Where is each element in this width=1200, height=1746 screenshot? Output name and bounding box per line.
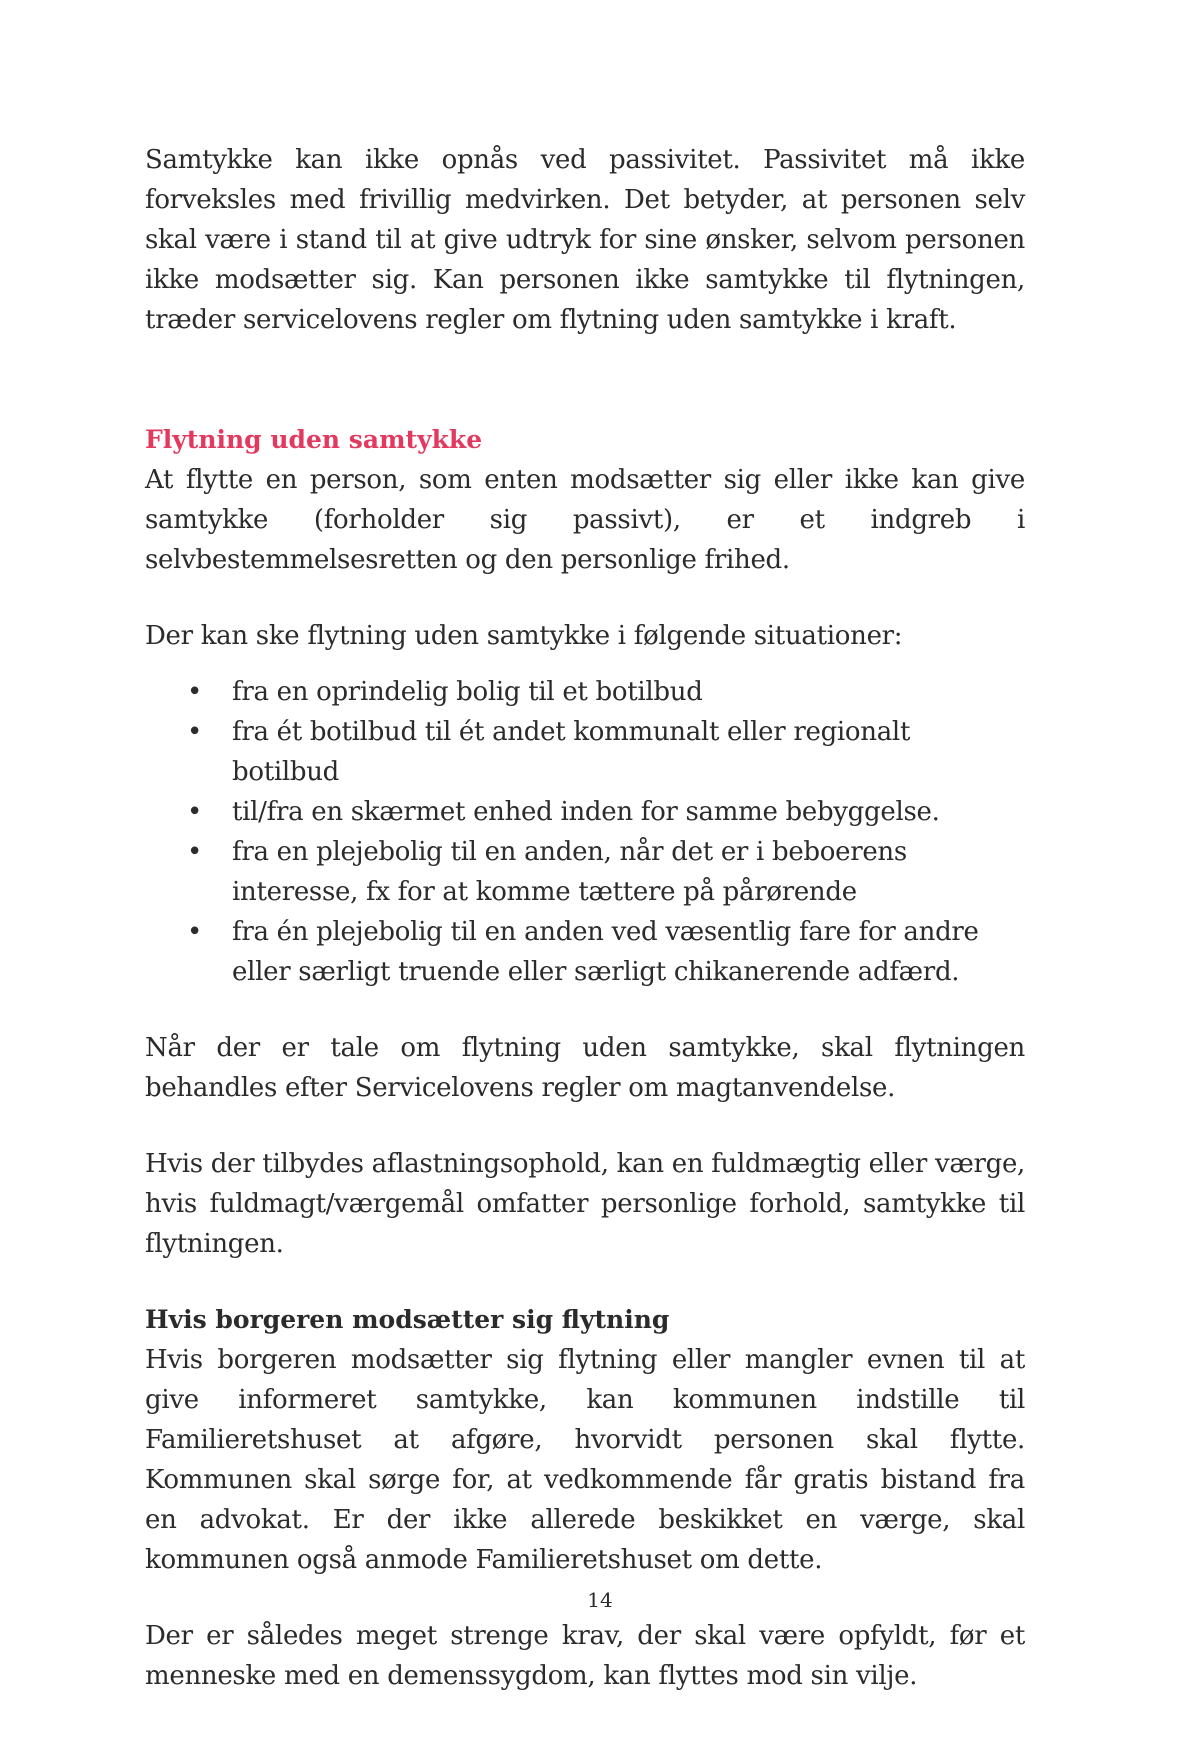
list-item bbox=[145, 792, 1025, 832]
list-item-text: til/fra en skærmet enhed inden for samme bebyggelse. bbox=[232, 797, 940, 827]
list-item-text: fra én plejebolig til en anden ved væsentlig fare for andre eller særligt truende eller særligt chikanerende adfærd. bbox=[232, 917, 979, 987]
paragraph-intervention: At flytte en person, som enten modsætter sig eller ikke kan give samtykke (forholder sig passivt), er et indgreb i selvbestemmelsesretten og den personlige frihed. bbox=[145, 465, 1025, 575]
list-item bbox=[145, 672, 1025, 712]
list-item bbox=[145, 832, 1025, 912]
bullet-icon: • bbox=[187, 837, 203, 867]
situations-list bbox=[145, 672, 1025, 992]
paragraph-family-court: Hvis borgeren modsætter sig flytning eller mangler evnen til at give informeret samtykke, kan kommunen indstille til Familieretshuset at afgøre, hvorvidt personen skal flytte. Kommunen skal sørge for, at vedkommende får gratis bistand fra en advokat. Er der ikke allerede beskikket en værge, skal kommunen også anmode Familieretshuset om dette. bbox=[145, 1345, 1025, 1575]
bullet-icon: • bbox=[187, 797, 203, 827]
list-item bbox=[145, 912, 1025, 992]
heading-citizen-objects: Hvis borgeren modsætter sig flytning bbox=[145, 1305, 670, 1334]
paragraph-respite-stay: Hvis der tilbydes aflastningsophold, kan en fuldmægtig eller værge, hvis fuldmagt/værgemål omfatter personlige forhold, samtykke til flytningen. bbox=[145, 1149, 1026, 1259]
paragraph-consent-passivity: Samtykke kan ikke opnås ved passivitet. Passivitet må ikke forveksles med frivillig medvirken. Det betyder, at personen selv skal være i stand til at give udtryk for sine ønsker, selvom personen ikke modsætter sig. Kan personen ikke samtykke til flytningen, træder servicelovens regler om flytning uden samtykke i kraft. bbox=[145, 145, 1025, 335]
page-content bbox=[145, 140, 1025, 1696]
bullet-icon: • bbox=[187, 917, 203, 947]
heading-moving-without-consent: Flytning uden samtykke bbox=[145, 425, 483, 454]
bullet-icon: • bbox=[187, 677, 203, 707]
paragraph-force-rules: Når der er tale om flytning uden samtykke, skal flytningen behandles efter Servicelovens regler om magtanvendelse. bbox=[145, 1033, 1025, 1103]
bullet-icon: • bbox=[187, 717, 203, 747]
list-item-text: fra en oprindelig bolig til et botilbud bbox=[232, 677, 703, 707]
paragraph-strict-requirements: Der er således meget strenge krav, der skal være opfyldt, før et menneske med en demenssygdom, kan flyttes mod sin vilje. bbox=[145, 1621, 1025, 1691]
page-number: 14 bbox=[587, 1588, 613, 1612]
list-item-text: fra en plejebolig til en anden, når det er i beboerens interesse, fx for at komme tættere på pårørende bbox=[232, 837, 907, 907]
paragraph-list-intro: Der kan ske flytning uden samtykke i følgende situationer: bbox=[145, 621, 903, 651]
list-item bbox=[145, 712, 1025, 792]
list-item-text: fra ét botilbud til ét andet kommunalt eller regionalt botilbud bbox=[232, 717, 911, 787]
